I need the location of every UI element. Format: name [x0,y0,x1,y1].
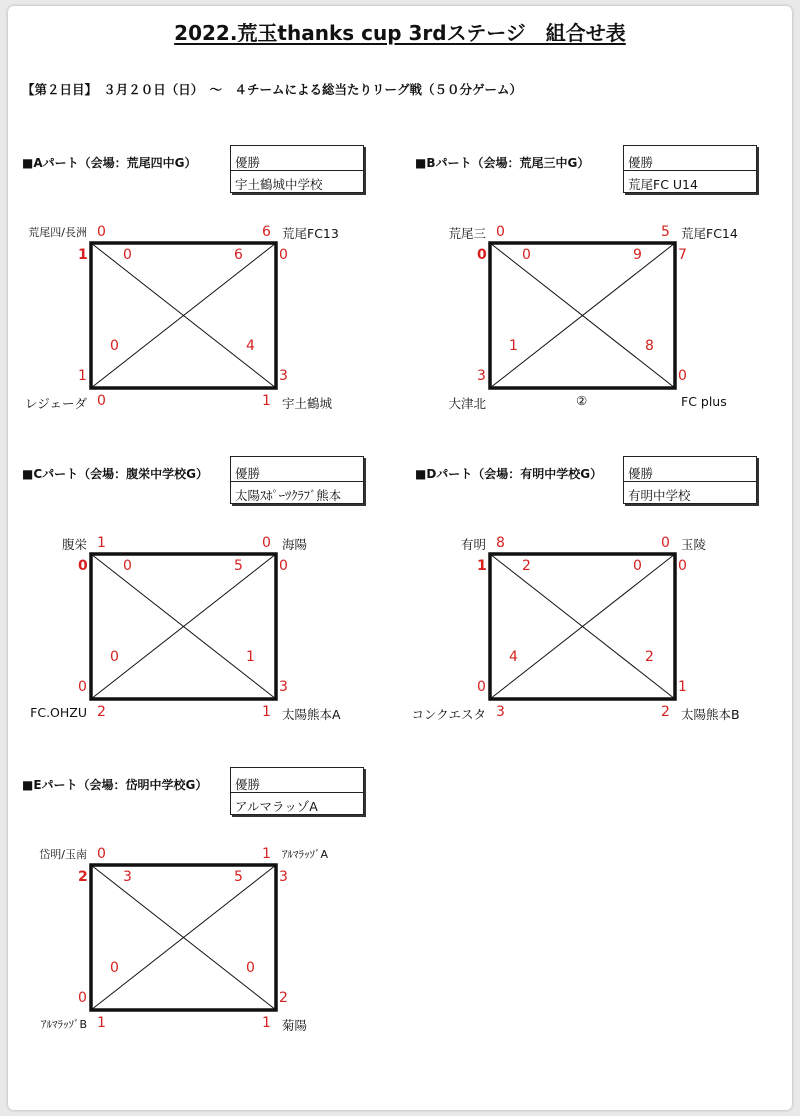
score-diag-bl: 0 [110,338,119,354]
score-top-right: 5 [661,224,670,240]
score-diag-br: 1 [246,649,255,665]
team-bottom-right: 太陽熊本B [681,707,740,722]
score-bottom-left: 0 [97,393,106,409]
team-top-left: 有明 [460,537,486,552]
score-top-right: 1 [262,846,271,862]
score-top-right: 6 [262,224,271,240]
team-bottom-right: 菊陽 [282,1018,308,1033]
match-grid [87,239,280,392]
team-bottom-right: 宇土鶴城 [282,396,333,411]
score-right-bottom: 1 [678,679,687,695]
score-diag-tl: 0 [123,247,132,263]
part-label: ■Eパート（会場：岱明中学校G） [22,778,208,792]
score-top-left: 0 [97,224,106,240]
score-diag-br: 8 [645,338,654,354]
score-right-top: 0 [678,558,687,574]
team-top-right: 玉陵 [681,537,707,552]
part-label: ■Bパート（会場：荒尾三中G） [415,156,590,170]
team-bottom-left: レジェーダ [25,396,87,411]
score-bottom-right: 1 [262,1015,271,1031]
champion-team: アルマラッゾA [235,799,318,814]
score-left-top: 2 [78,869,88,885]
score-right-bottom: 2 [279,990,288,1006]
champion-label: 優勝 [628,155,654,170]
score-left-top: 0 [477,247,487,263]
score-right-bottom: 3 [279,368,288,384]
team-bottom-left: 大津北 [448,396,486,411]
score-right-bottom: 3 [279,679,288,695]
champion-team: 宇土鶴城中学校 [235,177,323,192]
match-grid [486,239,679,392]
champion-team: 荒尾FC U14 [628,177,698,192]
score-top-left: 0 [496,224,505,240]
champion-box [623,145,757,193]
score-bottom-left: 3 [496,704,505,720]
champion-box [230,456,364,504]
score-top-left: 1 [97,535,106,551]
team-bottom-left: コンクエスタ [411,707,486,722]
score-diag-tl: 0 [522,247,531,263]
part-label: ■Dパート（会場：有明中学校G） [415,467,603,481]
team-bottom-right: FC plus [681,394,727,409]
score-bottom-left: 2 [97,704,106,720]
match-note: ② [576,393,588,408]
score-diag-br: 4 [246,338,255,354]
score-right-top: 0 [279,558,288,574]
score-right-top: 0 [279,247,288,263]
champion-team: 有明中学校 [628,488,691,503]
part-label: ■Aパート（会場：荒尾四中G） [22,156,197,170]
score-diag-br: 0 [246,960,255,976]
score-diag-bl: 4 [509,649,518,665]
score-bottom-right: 2 [661,704,670,720]
team-top-left: 荒尾四/長洲 [28,226,87,239]
team-top-left: 腹栄 [61,537,87,552]
score-diag-tr: 6 [234,247,243,263]
score-left-top: 0 [78,558,88,574]
score-diag-tr: 0 [633,558,642,574]
team-top-right: 海陽 [282,537,308,552]
team-top-left: 荒尾三 [448,226,486,241]
score-top-left: 0 [97,846,106,862]
team-bottom-right: 太陽熊本A [282,707,341,722]
champion-divider [624,481,756,482]
schedule-subtitle: 【第２日目】 ３月２０日（日） ～ ４チームによる総当たりリーグ戦（５０分ゲーム） [22,82,523,97]
match-grid [87,550,280,703]
match-grid [87,861,280,1014]
score-diag-bl: 1 [509,338,518,354]
champion-label: 優勝 [235,466,261,481]
team-bottom-left: FC.OHZU [30,705,87,720]
score-left-bottom: 0 [78,990,87,1006]
score-bottom-left: 1 [97,1015,106,1031]
champion-box [230,767,364,815]
document-title: 2022.荒玉thanks cup 3rdステージ 組合せ表 [174,21,626,45]
score-diag-bl: 0 [110,960,119,976]
champion-box [623,456,757,504]
score-top-right: 0 [262,535,271,551]
score-right-top: 3 [279,869,288,885]
part-label: ■Cパート（会場：腹栄中学校G） [22,467,208,481]
score-diag-tr: 9 [633,247,642,263]
champion-label: 優勝 [235,777,261,792]
team-top-right: 荒尾FC13 [282,226,339,241]
score-diag-br: 2 [645,649,654,665]
score-bottom-right: 1 [262,393,271,409]
score-left-bottom: 1 [78,368,87,384]
score-left-top: 1 [78,247,88,263]
champion-divider [624,170,756,171]
score-diag-tr: 5 [234,558,243,574]
score-right-bottom: 0 [678,368,687,384]
team-top-right: 荒尾FC14 [681,226,738,241]
champion-divider [231,792,363,793]
champion-team: 太陽ｽﾎﾟｰﾂｸﾗﾌﾞ熊本 [235,488,342,503]
score-left-bottom: 3 [477,368,486,384]
score-diag-tr: 5 [234,869,243,885]
score-diag-tl: 0 [123,558,132,574]
score-diag-tl: 2 [522,558,531,574]
score-top-right: 0 [661,535,670,551]
team-bottom-left: ｱﾙﾏﾗｯｿﾞB [40,1018,87,1031]
score-top-left: 8 [496,535,505,551]
team-top-left: 岱明/玉南 [39,848,87,861]
score-left-bottom: 0 [78,679,87,695]
champion-label: 優勝 [628,466,654,481]
match-grid [486,550,679,703]
score-left-top: 1 [477,558,487,574]
score-diag-tl: 3 [123,869,132,885]
score-left-bottom: 0 [477,679,486,695]
score-diag-bl: 0 [110,649,119,665]
champion-label: 優勝 [235,155,261,170]
champion-divider [231,481,363,482]
score-bottom-right: 1 [262,704,271,720]
score-right-top: 7 [678,247,687,263]
team-top-right: ｱﾙﾏﾗｯｿﾞA [282,848,329,861]
champion-divider [231,170,363,171]
champion-box [230,145,364,193]
